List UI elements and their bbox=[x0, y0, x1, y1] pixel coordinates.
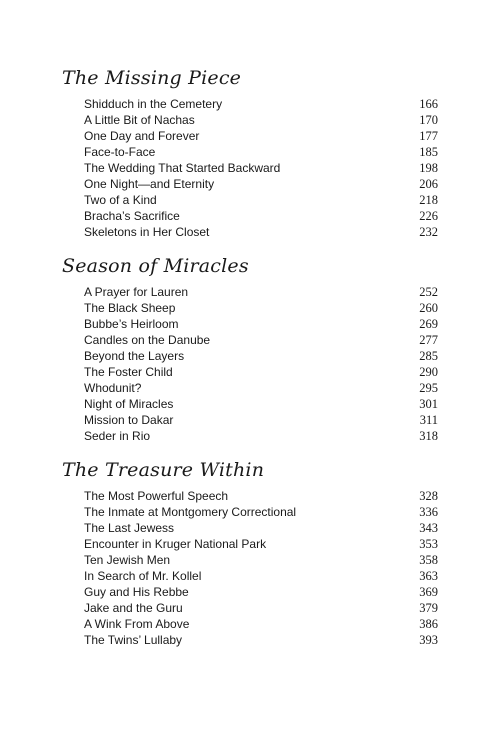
entry-page-number: 177 bbox=[419, 129, 438, 143]
entry-title: One Day and Forever bbox=[84, 129, 200, 143]
entry-title: Beyond the Layers bbox=[84, 349, 185, 363]
entry-title: Jake and the Guru bbox=[84, 601, 183, 615]
entry-page-number: 358 bbox=[419, 553, 438, 567]
entry-page-number: 311 bbox=[419, 413, 438, 427]
toc-entry[interactable] bbox=[84, 584, 438, 600]
toc-entry[interactable] bbox=[84, 224, 438, 240]
toc-entry[interactable] bbox=[84, 600, 438, 616]
entry-page-number: 393 bbox=[419, 633, 438, 647]
entry-page-number: 369 bbox=[419, 585, 438, 599]
entry-title: Mission to Dakar bbox=[84, 413, 174, 427]
entry-page-number: 260 bbox=[419, 301, 438, 315]
toc-entry[interactable] bbox=[84, 128, 438, 144]
entry-title: Ten Jewish Men bbox=[84, 553, 171, 567]
entry-title: A Wink From Above bbox=[84, 617, 190, 631]
entry-title: Candles on the Danube bbox=[84, 333, 211, 347]
section-title: Season of Miracles bbox=[62, 255, 249, 277]
toc-entry[interactable] bbox=[84, 504, 438, 520]
entry-title: Shidduch in the Cemetery bbox=[84, 97, 223, 111]
entry-title: The Wedding That Started Backward bbox=[84, 161, 281, 175]
entry-title: A Prayer for Lauren bbox=[84, 285, 189, 299]
section-title: The Treasure Within bbox=[62, 459, 265, 481]
entry-page-number: 301 bbox=[419, 397, 438, 411]
toc-entry[interactable] bbox=[84, 348, 438, 364]
entry-title: The Foster Child bbox=[84, 365, 173, 379]
toc-entry[interactable] bbox=[84, 396, 438, 412]
toc-entry[interactable] bbox=[84, 96, 438, 112]
toc-entry[interactable] bbox=[84, 208, 438, 224]
toc-entry[interactable] bbox=[84, 520, 438, 536]
entry-page-number: 336 bbox=[419, 505, 438, 519]
toc-entry[interactable] bbox=[84, 568, 438, 584]
entry-page-number: 363 bbox=[419, 569, 438, 583]
entry-page-number: 185 bbox=[419, 145, 438, 159]
entry-page-number: 226 bbox=[419, 209, 438, 223]
toc-entry[interactable] bbox=[84, 300, 438, 316]
toc-entry[interactable] bbox=[84, 380, 438, 396]
entry-page-number: 328 bbox=[419, 489, 438, 503]
toc-entry[interactable] bbox=[84, 536, 438, 552]
entry-title: Skeletons in Her Closet bbox=[84, 225, 210, 239]
toc-entry[interactable] bbox=[84, 144, 438, 160]
entry-page-number: 252 bbox=[419, 285, 438, 299]
toc-entry[interactable] bbox=[84, 488, 438, 504]
toc-entry[interactable] bbox=[84, 160, 438, 176]
entry-page-number: 269 bbox=[419, 317, 438, 331]
entry-page-number: 277 bbox=[419, 333, 438, 347]
entry-page-number: 285 bbox=[419, 349, 438, 363]
entry-title: The Black Sheep bbox=[84, 301, 176, 315]
section-entries bbox=[84, 488, 438, 648]
entry-title: Seder in Rio bbox=[84, 429, 151, 443]
entry-page-number: 206 bbox=[419, 177, 438, 191]
toc-entry[interactable] bbox=[84, 428, 438, 444]
entry-title: Face-to-Face bbox=[84, 145, 156, 159]
entry-page-number: 290 bbox=[419, 365, 438, 379]
toc-entry[interactable] bbox=[84, 176, 438, 192]
entry-title: The Twins’ Lullaby bbox=[84, 633, 183, 647]
entry-title: A Little Bit of Nachas bbox=[84, 113, 195, 127]
entry-title: The Most Powerful Speech bbox=[84, 489, 229, 503]
entry-title: In Search of Mr. Kollel bbox=[84, 569, 202, 583]
entry-page-number: 218 bbox=[419, 193, 438, 207]
entry-page-number: 343 bbox=[419, 521, 438, 535]
toc-entry[interactable] bbox=[84, 284, 438, 300]
toc-entry[interactable] bbox=[84, 332, 438, 348]
entry-page-number: 295 bbox=[419, 381, 438, 395]
entry-title: One Night—and Eternity bbox=[84, 177, 215, 191]
toc-entry[interactable] bbox=[84, 112, 438, 128]
entry-page-number: 170 bbox=[419, 113, 438, 127]
entry-title: Night of Miracles bbox=[84, 397, 174, 411]
toc-entry[interactable] bbox=[84, 616, 438, 632]
entry-page-number: 318 bbox=[419, 429, 438, 443]
section-entries bbox=[84, 284, 438, 444]
toc-entry[interactable] bbox=[84, 412, 438, 428]
entry-title: Bracha’s Sacrifice bbox=[84, 209, 180, 223]
section-entries bbox=[84, 96, 438, 240]
entry-title: Guy and His Rebbe bbox=[84, 585, 189, 599]
toc-entry[interactable] bbox=[84, 192, 438, 208]
toc-entry[interactable] bbox=[84, 632, 438, 648]
toc-entry[interactable] bbox=[84, 552, 438, 568]
entry-title: The Inmate at Montgomery Correctional bbox=[84, 505, 297, 519]
entry-title: Bubbe’s Heirloom bbox=[84, 317, 179, 331]
toc-entry[interactable] bbox=[84, 364, 438, 380]
entry-page-number: 353 bbox=[419, 537, 438, 551]
toc-entry[interactable] bbox=[84, 316, 438, 332]
entry-page-number: 232 bbox=[419, 225, 438, 239]
entry-title: Encounter in Kruger National Park bbox=[84, 537, 267, 551]
entry-title: The Last Jewess bbox=[84, 521, 175, 535]
entry-page-number: 379 bbox=[419, 601, 438, 615]
entry-page-number: 198 bbox=[419, 161, 438, 175]
entry-page-number: 386 bbox=[419, 617, 438, 631]
section-title: The Missing Piece bbox=[62, 67, 242, 89]
entry-title: Whodunit? bbox=[84, 381, 142, 395]
entry-title: Two of a Kind bbox=[84, 193, 157, 207]
entry-page-number: 166 bbox=[419, 97, 438, 111]
